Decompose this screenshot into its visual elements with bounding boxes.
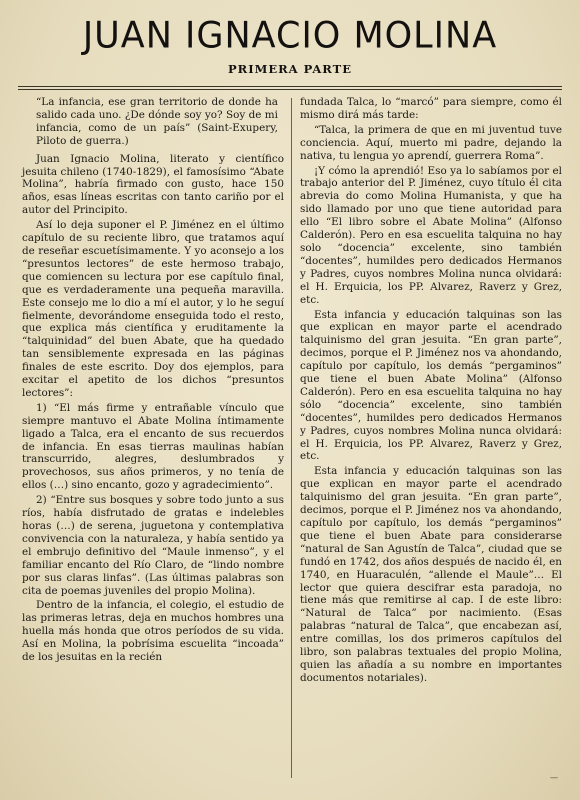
paragraph: Esta infancia y educación talquinas son las que explican en mayor parte el acendrado talquinismo del gran jesuita. “En gran parte”, decimos, porque el P. Jiménez nos va ahondando, capítulo por capítulo, los demás “pergaminos” que tiene el buen Abate para considerarse “natural de San Agustín de Talca”, ciudad que se fundó en 1742, dos años después de nacido él, en 1740, en Huaraculén, “allende el Maule”… El lector que quiera descifrar esta paradoja, no tiene más que remitirse al cap. I de este libro: “Natural de Talca” por nacimiento. (Esas palabras “natural de Talca”, que encabezan así, entre comillas, los dos primeros capítulos del libro, son palabras textuales del propio Molina, quien las añadía a su nombre en importantes documentos notariales). [300, 465, 562, 684]
paragraph: Así lo deja suponer el P. Jiménez en el último capítulo de su reciente libro, que tratamos aquí de reseñar escuetísimamente. Y yo aconsejo a los “presuntos lectores” de este hermoso trabajo, que comiencen su lectura por ese capítulo final, que es verdaderamente una pequeña maravilla. Este consejo me lo dio a mí el autor, y lo he seguí fielmente, devorándome enseguida todo el resto, que explica más científica y eruditamente la “talquinidad” del buen Abate, que ha quedado tan sensiblemente expresada en las páginas finales de este escrito. Doy dos ejemplos, para excitar el apetito de los dichos “presuntos lectores”: [22, 219, 284, 399]
left-column [22, 96, 284, 664]
epigraph: “La infancia, ese gran territorio de donde ha salido cada uno. ¿De dónde soy yo? Soy de mi infancia, como de un país” (Saint-Exupery, Piloto de guerra.) [36, 96, 278, 147]
footer-mark: — [550, 773, 558, 782]
article-subtitle: PRIMERA PARTE [228, 62, 352, 76]
paragraph: Dentro de la infancia, el colegio, el estudio de las primeras letras, deja en muchos hombres una huella más honda que otros períodos de su vida. Así en Molina, la pobrísima escuelita “incoada” de los jesuitas en la recién [22, 599, 284, 664]
column-divider [291, 98, 292, 778]
paragraph: 2) “Entre sus bosques y sobre todo junto a sus ríos, había disfrutado de gratas e indelebles horas (…) de serena, juguetona y contemplativa convivencia con la naturaleza, y había sentido ya el embrujo definitivo del “Maule inmenso”, y el familiar encanto del Río Claro, de “lindo nombre por sus claras linfas”. (Las últimas palabras son cita de poemas juveniles del propio Molina). [22, 494, 284, 597]
paragraph: fundada Talca, lo “marcó” para siempre, como él mismo dirá más tarde: [300, 96, 562, 121]
paragraph: Juan Ignacio Molina, literato y científico jesuita chileno (1740-1829), el famosísimo “Abate Molina”, habría firmado con gusto, hace 150 años, esas líneas escritas con tanto cariño por el autor del Principito. [22, 152, 284, 217]
paragraph: 1) “El más firme y entrañable vínculo que siempre mantuvo el Abate Molina íntimamente ligado a Talca, era el encanto de sus recuerdos de infancia. En esas tierras maulinas habían transcurrido, alegres, deslumbrados y provechosos, sus años primeros, y no tenía de ellos (…) sino encanto, gozo y agradecimiento”. [22, 401, 284, 492]
header-rule [18, 86, 562, 87]
paragraph: Esta infancia y educación talquinas son las que explican en mayor parte el acendrado talquinismo del gran jesuita. “En gran parte”, decimos, porque el P. Jiménez nos va ahondando, capítulo por capítulo, los demás “pergaminos” que tiene el buen Abate Molina” (Alfonso Calderón). Pero en esa escuelita talquina no hay sólo “docencia” excelente, sino también “docentes”, humildes pero dedicados Hermanos y Padres, cuyos nombres Molina nunca olvidará: el H. Erquicia, los PP. Alvarez, Raverz y Grez, etc. [300, 308, 562, 463]
paragraph: “Talca, la primera de que en mi juventud tuve conciencia. Aquí, muerto mi padre, dejando la nativa, tu lengua yo aprendí, guerrera Roma”. [300, 123, 562, 162]
paragraph: ¡Y cómo la aprendió! Eso ya lo sabíamos por el trabajo anterior del P. Jiménez, cuyo título él cita abrevia do como Molina Humanista, y que ha sido llamado por uno que tiene autoridad para ello “El libro sobre el Abate Molina” (Alfonso Calderón). Pero en esa escuelita talquina no hay solo “docencia” excelente, sino también “docentes”, humildes pero dedicados Hermanos y Padres, cuyos nombres Molina nunca olvidará: el H. Erquicia, los PP. Alvarez, Raverz y Grez, etc. [300, 164, 562, 306]
right-column [300, 96, 562, 685]
article-title: JUAN IGNACIO MOLINA [82, 15, 498, 57]
header-rule-thin [18, 89, 562, 90]
